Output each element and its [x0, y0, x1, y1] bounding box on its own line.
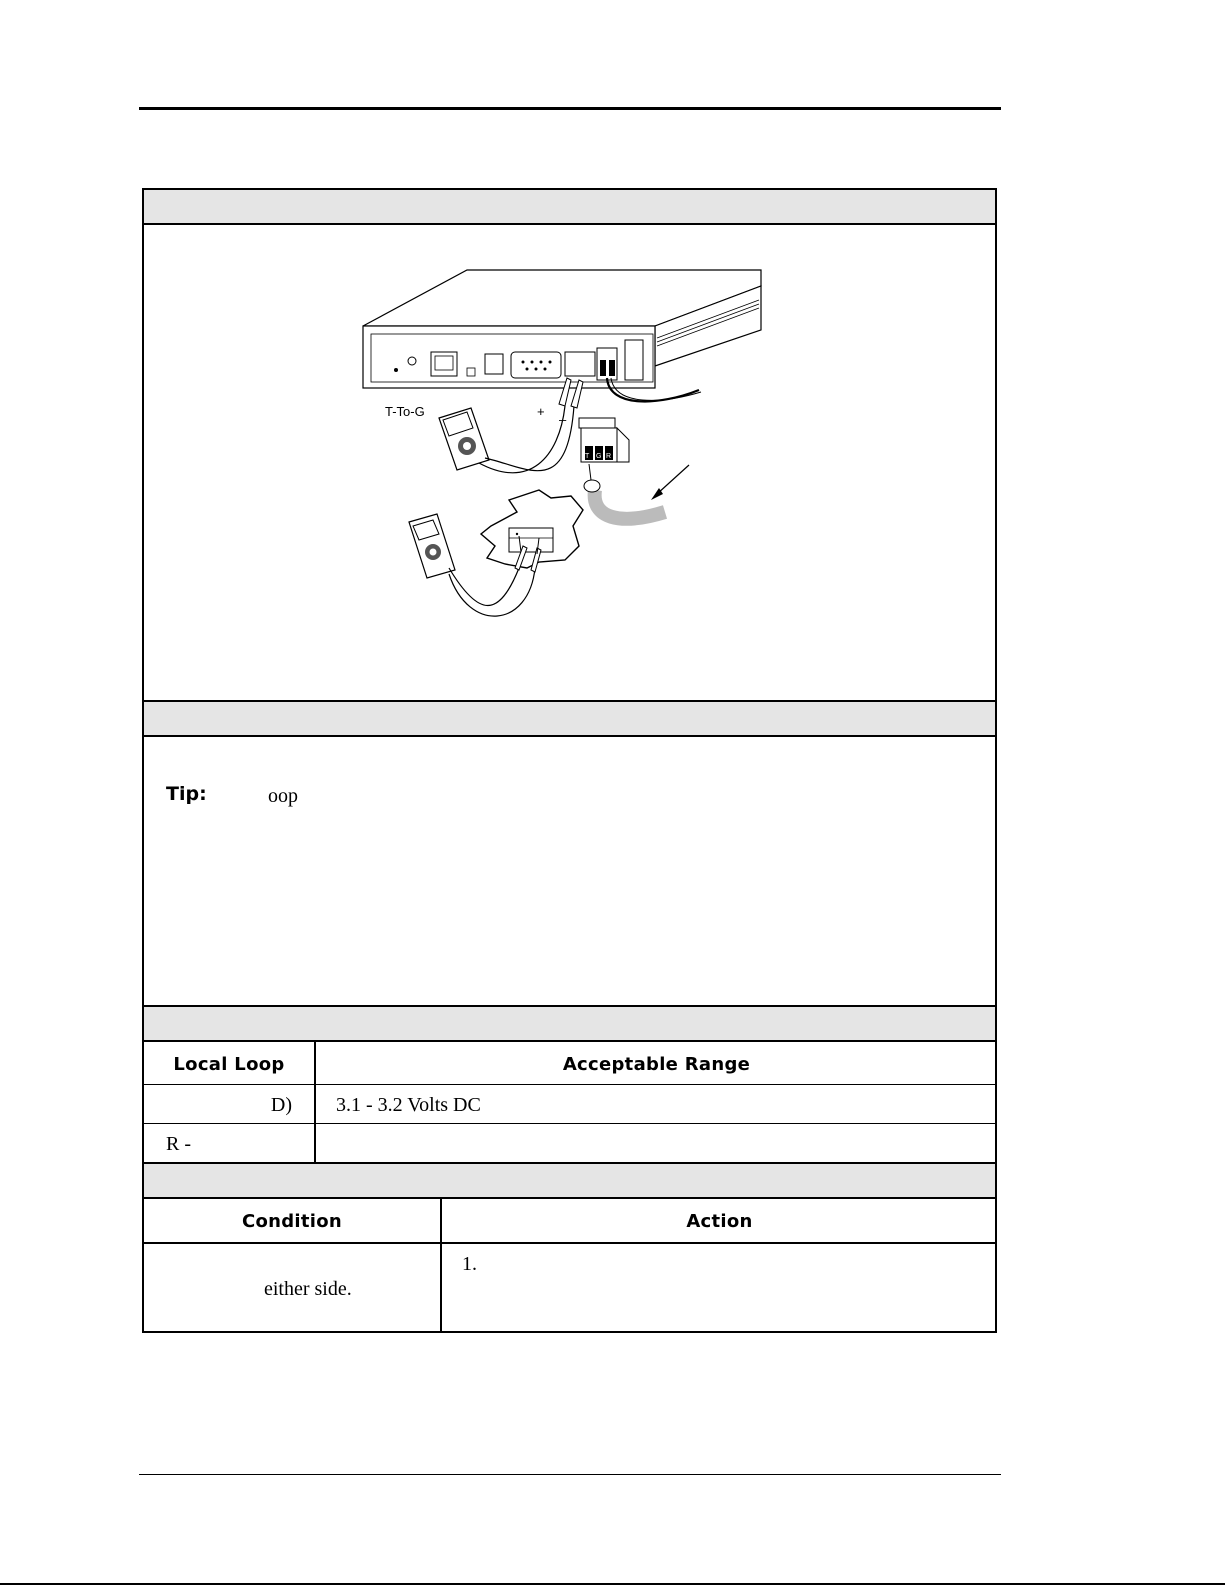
terminal-block-icon	[565, 352, 595, 376]
action-row-1-step: 1.	[462, 1253, 477, 1275]
tip-text: oop	[268, 785, 298, 807]
multimeter-upper-icon	[439, 408, 489, 470]
range-row-2-loop: R -	[166, 1133, 191, 1155]
multimeter-lower-icon	[409, 514, 455, 578]
terminal-label-r: R	[606, 453, 612, 460]
range-col-acceptable-range: Acceptable Range	[562, 1054, 751, 1075]
t-to-g-label: T-To-G	[385, 404, 425, 419]
serial-port-icon	[511, 352, 561, 378]
header-rule	[139, 107, 1001, 110]
figure-section-header	[144, 190, 995, 225]
minus-label: –	[559, 412, 567, 427]
terminal-label-t: T	[585, 453, 590, 460]
footer-rule	[139, 1474, 1001, 1475]
plus-label: +	[537, 404, 545, 419]
action-col-condition: Condition	[241, 1211, 343, 1232]
action-section-header	[144, 1164, 995, 1199]
range-col-local-loop: Local Loop	[173, 1054, 285, 1075]
modem-multimeter-diagram	[359, 268, 779, 640]
action-row-1-condition: either side.	[264, 1278, 352, 1300]
loop-test-illustration	[359, 268, 779, 640]
range-row-1-value: 3.1 - 3.2 Volts DC	[336, 1094, 481, 1116]
range-row-1-loop: D)	[270, 1094, 292, 1116]
cable-icon	[595, 490, 665, 519]
terminal-label-g: G	[596, 453, 602, 460]
range-section-header	[144, 1007, 995, 1042]
action-col-action: Action	[686, 1211, 753, 1232]
tip-label: Tip:	[166, 783, 207, 805]
led-icon	[394, 368, 398, 372]
wall-terminal-icon	[509, 528, 553, 552]
callout-arrow-icon	[657, 465, 689, 494]
tip-section-header	[144, 702, 995, 737]
procedure-table	[142, 188, 997, 1333]
